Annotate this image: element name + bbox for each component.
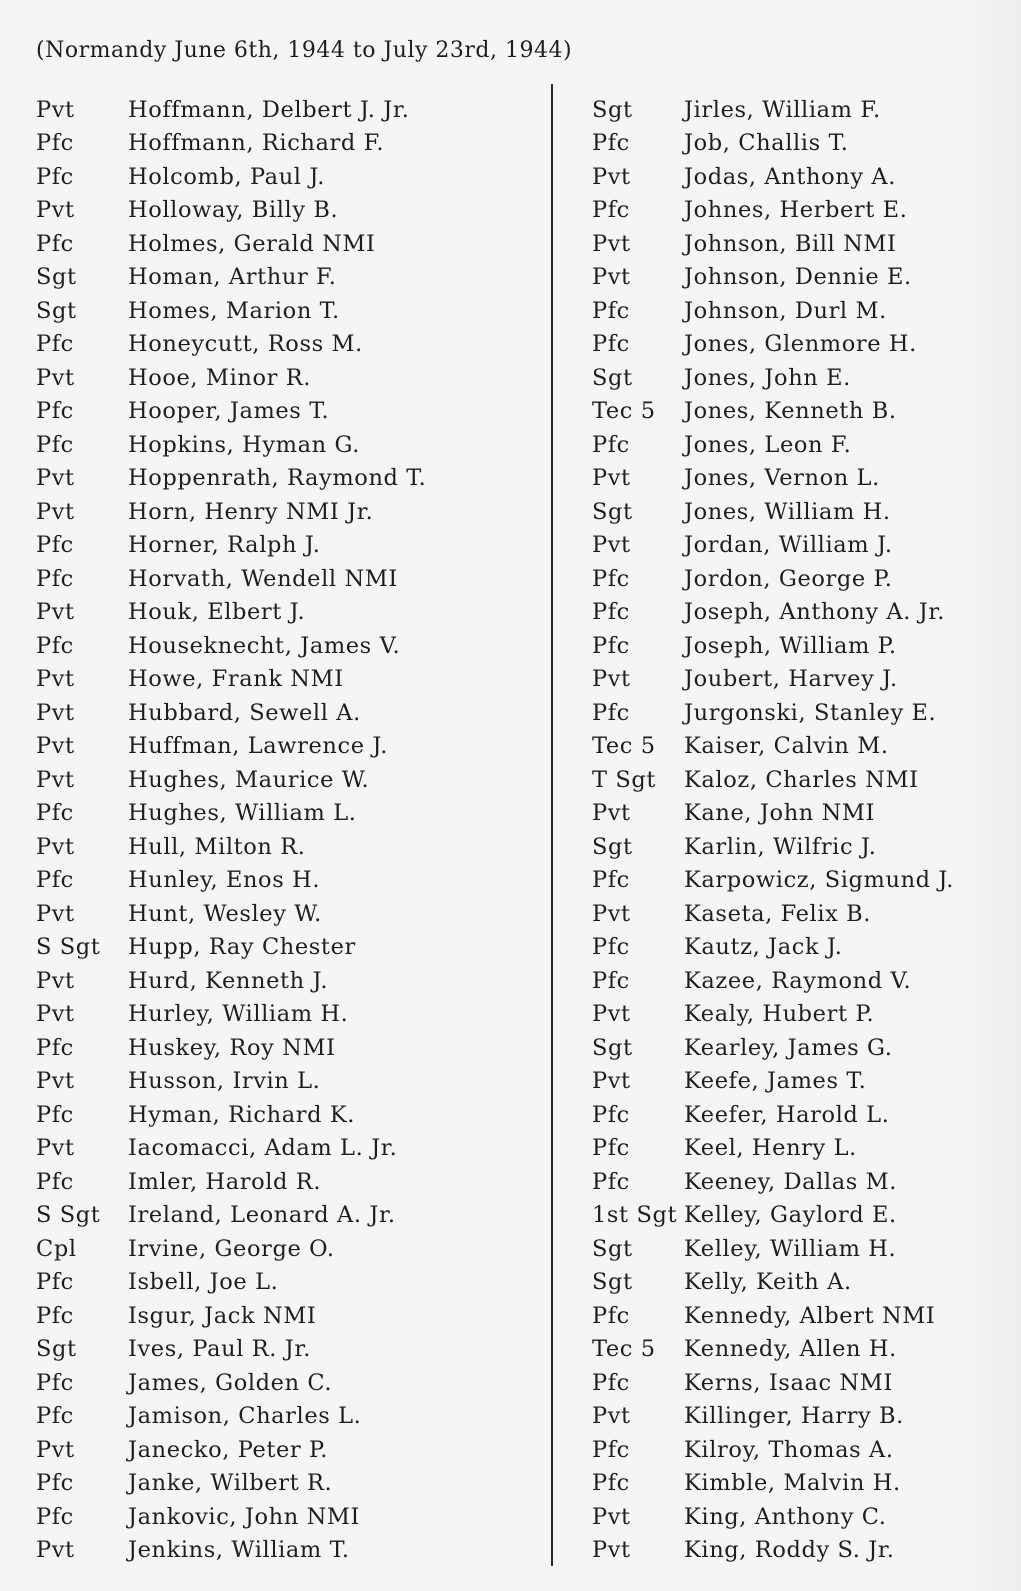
soldier-name: Hurd, Kenneth J.: [128, 967, 329, 994]
rank-label: Pvt: [36, 197, 75, 224]
soldier-name: Irvine, George O.: [128, 1235, 335, 1262]
roster-entry: [592, 696, 1012, 730]
soldier-name: Killinger, Harry B.: [684, 1403, 904, 1430]
rank-label: Pfc: [36, 800, 74, 827]
roster-entry: [36, 864, 536, 898]
rank-label: Pvt: [36, 1001, 75, 1028]
rank-label: Pvt: [36, 465, 75, 492]
soldier-name: Jankovic, John NMI: [128, 1503, 361, 1530]
rank-label: Pfc: [36, 230, 74, 257]
soldier-name: Kaiser, Calvin M.: [684, 733, 889, 760]
soldier-name: Homes, Marion T.: [128, 297, 340, 324]
roster-entry: [36, 897, 536, 931]
roster-entry: [592, 1534, 1012, 1568]
roster-entry: [592, 1232, 1012, 1266]
soldier-name: Johnson, Dennie E.: [684, 264, 912, 291]
rank-label: Sgt: [592, 833, 633, 860]
rank-label: Pvt: [36, 1436, 75, 1463]
rank-label: Pvt: [36, 666, 75, 693]
rank-label: Pfc: [592, 1135, 630, 1162]
rank-label: Pvt: [592, 666, 631, 693]
rank-label: Cpl: [36, 1235, 77, 1262]
soldier-name: Kane, John NMI: [684, 800, 876, 827]
rank-label: Pfc: [36, 1101, 74, 1128]
roster-entry: [36, 1366, 536, 1400]
roster-entry: [592, 998, 1012, 1032]
roster-entry: [36, 529, 536, 563]
rank-label: Sgt: [36, 264, 77, 291]
soldier-name: Janecko, Peter P.: [128, 1436, 328, 1463]
rank-label: Tec 5: [592, 398, 656, 425]
rank-label: Pvt: [36, 733, 75, 760]
soldier-name: Hull, Milton R.: [128, 833, 306, 860]
soldier-name: Hughes, William L.: [128, 800, 357, 827]
rank-label: Pfc: [36, 431, 74, 458]
soldier-name: Karpowicz, Sigmund J.: [684, 867, 955, 894]
rank-label: Pfc: [592, 1470, 630, 1497]
roster-entry: [36, 1065, 536, 1099]
soldier-name: Kaloz, Charles NMI: [684, 766, 919, 793]
roster-entry: [36, 127, 536, 161]
rank-label: Pfc: [592, 867, 630, 894]
rank-label: Sgt: [36, 1336, 77, 1363]
soldier-name: Johnson, Durl M.: [684, 297, 887, 324]
soldier-name: Husson, Irvin L.: [128, 1068, 321, 1095]
rank-label: Pfc: [36, 632, 74, 659]
roster-entry: [36, 495, 536, 529]
roster-entry: [36, 93, 536, 127]
rank-label: Pfc: [592, 967, 630, 994]
soldier-name: Kautz, Jack J.: [684, 934, 843, 961]
rank-label: Pfc: [36, 1269, 74, 1296]
rank-label: Sgt: [592, 1034, 633, 1061]
rank-label: Pfc: [592, 565, 630, 592]
soldier-name: Horvath, Wendell NMI: [128, 565, 398, 592]
rank-label: Pvt: [592, 532, 631, 559]
roster-entry: [36, 1400, 536, 1434]
soldier-name: King, Anthony C.: [684, 1503, 887, 1530]
soldier-name: Holloway, Billy B.: [128, 197, 339, 224]
soldier-name: Karlin, Wilfric J.: [684, 833, 877, 860]
rank-label: Pfc: [36, 1503, 74, 1530]
soldier-name: Jordan, William J.: [684, 532, 893, 559]
soldier-name: Kearley, James G.: [684, 1034, 893, 1061]
roster-entry: [36, 1433, 536, 1467]
soldier-name: Isbell, Joe L.: [128, 1269, 279, 1296]
roster-entry: [592, 127, 1012, 161]
soldier-name: Johnes, Herbert E.: [684, 197, 908, 224]
roster-entry: [592, 395, 1012, 429]
roster-entry: [592, 964, 1012, 998]
soldier-name: Jenkins, William T.: [128, 1537, 350, 1564]
rank-label: Pfc: [592, 1302, 630, 1329]
roster-entry: [592, 160, 1012, 194]
soldier-name: Kennedy, Allen H.: [684, 1336, 897, 1363]
roster-entry: [592, 864, 1012, 898]
rank-label: Pvt: [592, 230, 631, 257]
soldier-name: Jones, John E.: [684, 364, 851, 391]
roster-entry: [36, 596, 536, 630]
soldier-name: Huskey, Roy NMI: [128, 1034, 336, 1061]
roster-entry: [36, 1165, 536, 1199]
soldier-name: Horn, Henry NMI Jr.: [128, 498, 374, 525]
soldier-name: Joubert, Harvey J.: [684, 666, 898, 693]
roster-entry: [592, 1366, 1012, 1400]
rank-label: Pvt: [36, 699, 75, 726]
roster-entry: [592, 1400, 1012, 1434]
soldier-name: Hooe, Minor R.: [128, 364, 312, 391]
roster-entry: [36, 1534, 536, 1568]
soldier-name: Hupp, Ray Chester: [128, 934, 356, 961]
roster-entry: [592, 261, 1012, 295]
soldier-name: Hughes, Maurice W.: [128, 766, 370, 793]
soldier-name: Kazee, Raymond V.: [684, 967, 912, 994]
roster-entry: [592, 529, 1012, 563]
soldier-name: Kennedy, Albert NMI: [684, 1302, 936, 1329]
rank-label: T Sgt: [592, 766, 657, 793]
roster-entry: [592, 462, 1012, 496]
soldier-name: Kelly, Keith A.: [684, 1269, 852, 1296]
soldier-name: Ireland, Leonard A. Jr.: [128, 1202, 396, 1229]
soldier-name: Jones, Glenmore H.: [684, 331, 917, 358]
rank-label: Sgt: [592, 96, 633, 123]
soldier-name: Janke, Wilbert R.: [128, 1470, 333, 1497]
soldier-name: Hubbard, Sewell A.: [128, 699, 361, 726]
rank-label: Pfc: [592, 599, 630, 626]
page-edge-shadow: [961, 0, 1021, 1591]
roster-entry: [592, 663, 1012, 697]
roster-entry: [592, 428, 1012, 462]
rank-label: Pvt: [592, 800, 631, 827]
rank-label: Pfc: [592, 1101, 630, 1128]
soldier-name: Holmes, Gerald NMI: [128, 230, 376, 257]
rank-label: Pvt: [592, 900, 631, 927]
rank-label: Pvt: [36, 599, 75, 626]
soldier-name: Jones, Kenneth B.: [684, 398, 897, 425]
rank-label: S Sgt: [36, 934, 101, 961]
rank-label: Pvt: [592, 1068, 631, 1095]
soldier-name: Imler, Harold R.: [128, 1168, 322, 1195]
roster-entry: [36, 763, 536, 797]
roster-entry: [36, 227, 536, 261]
roster-entry: [592, 596, 1012, 630]
rank-label: Pfc: [36, 1168, 74, 1195]
rank-label: Pvt: [592, 1403, 631, 1430]
rank-label: Pvt: [36, 833, 75, 860]
rank-label: Pfc: [36, 130, 74, 157]
roster-entry: [36, 361, 536, 395]
roster-entry: [592, 830, 1012, 864]
roster-entry: [36, 696, 536, 730]
soldier-name: Keefer, Harold L.: [684, 1101, 890, 1128]
rank-label: Pvt: [36, 900, 75, 927]
soldier-name: Houseknecht, James V.: [128, 632, 401, 659]
soldier-name: Kilroy, Thomas A.: [684, 1436, 894, 1463]
roster-entry: [36, 964, 536, 998]
rank-label: Sgt: [592, 1235, 633, 1262]
roster-entry: [36, 1266, 536, 1300]
soldier-name: Horner, Ralph J.: [128, 532, 321, 559]
roster-entry: [36, 261, 536, 295]
rank-label: Pfc: [36, 1034, 74, 1061]
roster-entry: [592, 1165, 1012, 1199]
roster-entry: [592, 1065, 1012, 1099]
soldier-name: Holcomb, Paul J.: [128, 163, 325, 190]
rank-label: Pvt: [592, 163, 631, 190]
soldier-name: Isgur, Jack NMI: [128, 1302, 317, 1329]
roster-entry: [592, 194, 1012, 228]
roster-entry: [592, 1132, 1012, 1166]
rank-label: Pfc: [592, 297, 630, 324]
rank-label: Pfc: [592, 130, 630, 157]
soldier-name: Kimble, Malvin H.: [684, 1470, 901, 1497]
soldier-name: Huffman, Lawrence J.: [128, 733, 388, 760]
roster-entry: [592, 1031, 1012, 1065]
soldier-name: Honeycutt, Ross M.: [128, 331, 363, 358]
roster-entry: [592, 227, 1012, 261]
soldier-name: Hoppenrath, Raymond T.: [128, 465, 427, 492]
soldier-name: Jordon, George P.: [684, 565, 893, 592]
rank-label: Tec 5: [592, 1336, 656, 1363]
soldier-name: Kelley, Gaylord E.: [684, 1202, 897, 1229]
roster-entry: [36, 1500, 536, 1534]
soldier-name: Joseph, Anthony A. Jr.: [684, 599, 946, 626]
roster-entry: [592, 931, 1012, 965]
soldier-name: Keefe, James T.: [684, 1068, 867, 1095]
rank-label: Pvt: [592, 264, 631, 291]
roster-entry: [36, 1299, 536, 1333]
rank-label: Pfc: [36, 1302, 74, 1329]
soldier-name: Kealy, Hubert P.: [684, 1001, 875, 1028]
roster-entry: [36, 428, 536, 462]
roster-entry: [36, 462, 536, 496]
soldier-name: Hoffmann, Richard F.: [128, 130, 385, 157]
soldier-name: Hooper, James T.: [128, 398, 330, 425]
roster-entry: [592, 897, 1012, 931]
roster-entry: [592, 797, 1012, 831]
roster-entry: [36, 797, 536, 831]
roster-entry: [592, 1333, 1012, 1367]
soldier-name: Jones, Leon F.: [684, 431, 852, 458]
soldier-name: Hunley, Enos H.: [128, 867, 321, 894]
roster-entry: [36, 328, 536, 362]
roster-entry: [36, 663, 536, 697]
soldier-name: James, Golden C.: [128, 1369, 333, 1396]
soldier-name: Keel, Henry L.: [684, 1135, 857, 1162]
roster-entry: [592, 1199, 1012, 1233]
rank-label: Pfc: [36, 331, 74, 358]
rank-label: Pvt: [592, 1503, 631, 1530]
rank-label: Pfc: [36, 163, 74, 190]
soldier-name: Jamison, Charles L.: [128, 1403, 362, 1430]
rank-label: Pvt: [36, 967, 75, 994]
roster-entry: [36, 1098, 536, 1132]
rank-label: Pfc: [36, 1403, 74, 1430]
roster-entry: [36, 1031, 536, 1065]
soldier-name: Keeney, Dallas M.: [684, 1168, 898, 1195]
roster-entry: [592, 1299, 1012, 1333]
roster-entry: [592, 361, 1012, 395]
rank-label: Pvt: [592, 465, 631, 492]
rank-label: Pfc: [36, 565, 74, 592]
rank-label: Pfc: [36, 1369, 74, 1396]
roster-entry: [36, 1132, 536, 1166]
roster-entry: [36, 160, 536, 194]
roster-entry: [592, 1098, 1012, 1132]
soldier-name: Homan, Arthur F.: [128, 264, 337, 291]
soldier-name: Hoffmann, Delbert J. Jr.: [128, 96, 410, 123]
soldier-name: Hurley, William H.: [128, 1001, 349, 1028]
soldier-name: Hyman, Richard K.: [128, 1101, 355, 1128]
rank-label: Pfc: [592, 1168, 630, 1195]
rank-label: Sgt: [36, 297, 77, 324]
roster-entry: [592, 1500, 1012, 1534]
roster-entry: [36, 730, 536, 764]
roster-entry: [592, 495, 1012, 529]
rank-label: Tec 5: [592, 733, 656, 760]
rank-label: Pvt: [592, 1537, 631, 1564]
rank-label: Pvt: [36, 1068, 75, 1095]
soldier-name: Kaseta, Felix B.: [684, 900, 872, 927]
roster-entry: [36, 1199, 536, 1233]
rank-label: Pvt: [36, 1135, 75, 1162]
soldier-name: Jones, William H.: [684, 498, 891, 525]
roster-entry: [592, 763, 1012, 797]
roster-entry: [592, 328, 1012, 362]
soldier-name: Ives, Paul R. Jr.: [128, 1336, 312, 1363]
roster-entry: [592, 730, 1012, 764]
rank-label: Pfc: [36, 1470, 74, 1497]
soldier-name: Job, Challis T.: [684, 130, 849, 157]
soldier-name: Iacomacci, Adam L. Jr.: [128, 1135, 398, 1162]
rank-label: Sgt: [592, 364, 633, 391]
roster-right-column: [592, 93, 1012, 1567]
roster-left-column: [36, 93, 536, 1567]
soldier-name: Jones, Vernon L.: [684, 465, 880, 492]
roster-entry: [36, 194, 536, 228]
rank-label: Pvt: [36, 766, 75, 793]
rank-label: Pfc: [592, 331, 630, 358]
soldier-name: Kelley, William H.: [684, 1235, 897, 1262]
rank-label: Sgt: [592, 1269, 633, 1296]
roster-entry: [36, 294, 536, 328]
rank-label: Pvt: [36, 498, 75, 525]
soldier-name: Kerns, Isaac NMI: [684, 1369, 893, 1396]
soldier-name: Howe, Frank NMI: [128, 666, 344, 693]
roster-entry: [592, 1266, 1012, 1300]
soldier-name: Joseph, William P.: [684, 632, 897, 659]
soldier-name: Hunt, Wesley W.: [128, 900, 322, 927]
roster-entry: [36, 562, 536, 596]
soldier-name: Jodas, Anthony A.: [684, 163, 897, 190]
rank-label: Pfc: [592, 197, 630, 224]
soldier-name: Hopkins, Hyman G.: [128, 431, 360, 458]
rank-label: Pfc: [592, 632, 630, 659]
rank-label: 1st Sgt: [592, 1202, 678, 1229]
rank-label: Pvt: [36, 364, 75, 391]
rank-label: Pfc: [592, 431, 630, 458]
soldier-name: Jirles, William F.: [684, 96, 881, 123]
roster-entry: [592, 1467, 1012, 1501]
roster-entry: [36, 830, 536, 864]
rank-label: Pfc: [592, 1369, 630, 1396]
soldier-name: Johnson, Bill NMI: [684, 230, 897, 257]
roster-entry: [592, 562, 1012, 596]
rank-label: Pvt: [36, 1537, 75, 1564]
rank-label: Pfc: [36, 867, 74, 894]
roster-entry: [36, 998, 536, 1032]
roster-entry: [36, 1232, 536, 1266]
roster-entry: [592, 294, 1012, 328]
column-divider: [551, 84, 553, 1566]
soldier-name: Jurgonski, Stanley E.: [684, 699, 937, 726]
roster-entry: [36, 931, 536, 965]
rank-label: Pvt: [36, 96, 75, 123]
roster-entry: [36, 395, 536, 429]
roster-entry: [36, 1333, 536, 1367]
rank-label: Pfc: [592, 1436, 630, 1463]
rank-label: Sgt: [592, 498, 633, 525]
roster-entry: [592, 93, 1012, 127]
rank-label: Pfc: [36, 532, 74, 559]
roster-entry: [592, 1433, 1012, 1467]
rank-label: Pvt: [592, 1001, 631, 1028]
soldier-name: Houk, Elbert J.: [128, 599, 306, 626]
rank-label: Pfc: [592, 934, 630, 961]
page-heading: (Normandy June 6th, 1944 to July 23rd, 1944): [36, 38, 573, 63]
roster-entry: [36, 1467, 536, 1501]
rank-label: Pfc: [36, 398, 74, 425]
rank-label: Pfc: [592, 699, 630, 726]
roster-entry: [36, 629, 536, 663]
roster-entry: [592, 629, 1012, 663]
rank-label: S Sgt: [36, 1202, 101, 1229]
soldier-name: King, Roddy S. Jr.: [684, 1537, 895, 1564]
